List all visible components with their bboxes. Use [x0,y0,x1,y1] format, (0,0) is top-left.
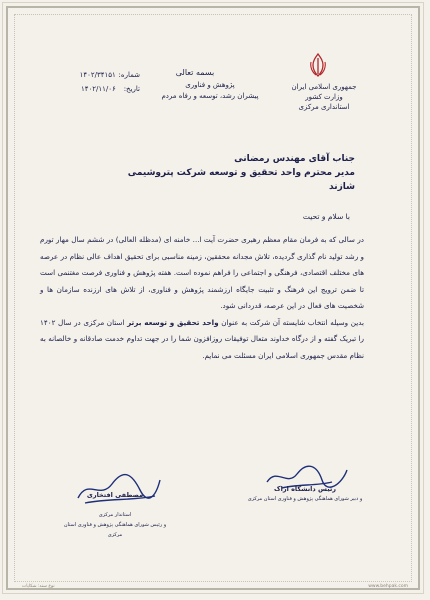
date-label: تاریخ: [123,85,140,93]
footer [22,584,408,592]
letter-body [40,232,364,364]
signature-left-subtitle: و رئیس شورای هماهنگی پژوهش و فناوری استان مرکزی [63,522,167,538]
government-header [284,82,364,112]
paragraph-2-post: استان مرکزی در سال ۱۴۰۲ را تبریک گفته و از درگاه خداوند متعال توفیقات روزافزون شما را در جهت تداوم خدمت صادقانه و خالصانه به نظام مقدس جمهوری اسلامی ایران مسئلت می نمایم. [40,317,364,360]
signature-right [245,458,365,504]
number-label: شماره: [118,71,140,79]
footer-right: www.behpak.com [368,584,408,589]
signature-right-subtitle: و دبیر شورای هماهنگی پژوهش و فناوری استان مرکزی [247,496,363,502]
iran-emblem-icon [307,52,329,78]
paragraph-1: در سالی که به فرمان مقام معظم رهبری حضرت آیت ا... خامنه ای (مدظله العالی) در ششم سال مهار تورم و رشد تولید نام گذاری گردیده، تلاش مجدانه محققین، زمینه مناسبی برای تحقیق اهداف عالی نظام در عرصه های مختلف اقتصادی، فرهنگی و اجتماعی را فراهم نموده است. هفته پژوهش و فناوری فرصت مغتنمی است تا ضمن ترویج این فرهنگ و تثبیت جایگاه ارزشمند پژوهش و فناوری، از تلاش های ارزنده سازمان ها و شخصیت های فعال در این عرصه، قدردانی شود. [40,235,364,310]
salutation: با سلام و تحیت [302,212,350,221]
signature-right-title: رئیس دانشگاه اراک [273,485,337,493]
date-value: ۱۴۰۲/۱۱/۰۶ [80,85,116,93]
signature-left-role: استاندار مرکزی [98,512,132,518]
letter-meta [60,68,140,96]
award-title: واحد تحقیق و توسعه برتر [127,317,219,327]
bismillah: بسمه تعالی [175,68,215,77]
addressee-title: مدیر محترم واحد تحقیق و توسعه شرکت پتروشیمی شازند [127,168,355,192]
paragraph-2 [40,315,364,365]
footer-left: نوع سند: شکایات [22,584,55,589]
number-row [60,68,140,82]
gov-line-country: جمهوری اسلامی ایران [291,83,357,91]
center-slogan [150,80,270,102]
gov-line-province: استانداری مرکزی [298,103,350,111]
signature-left-name: مصطفی افتخاری [86,491,144,499]
signature-left [60,490,170,540]
paragraph-2-pre: بدین وسیله انتخاب شایسته آن شرکت به عنوان [221,317,364,327]
gov-line-ministry: وزارت کشور [305,93,343,101]
date-row [60,82,140,96]
slogan-line-1: پژوهش و فناوری [185,81,235,89]
addressee-name: جناب آقای مهندس رمضانی [234,154,355,164]
number-value: ۱۴۰۲/۳۴۱۵۱ [79,71,116,79]
addressee [100,152,355,194]
slogan-line-2: پیشران رشد، توسعه و رفاه مردم [161,92,259,100]
